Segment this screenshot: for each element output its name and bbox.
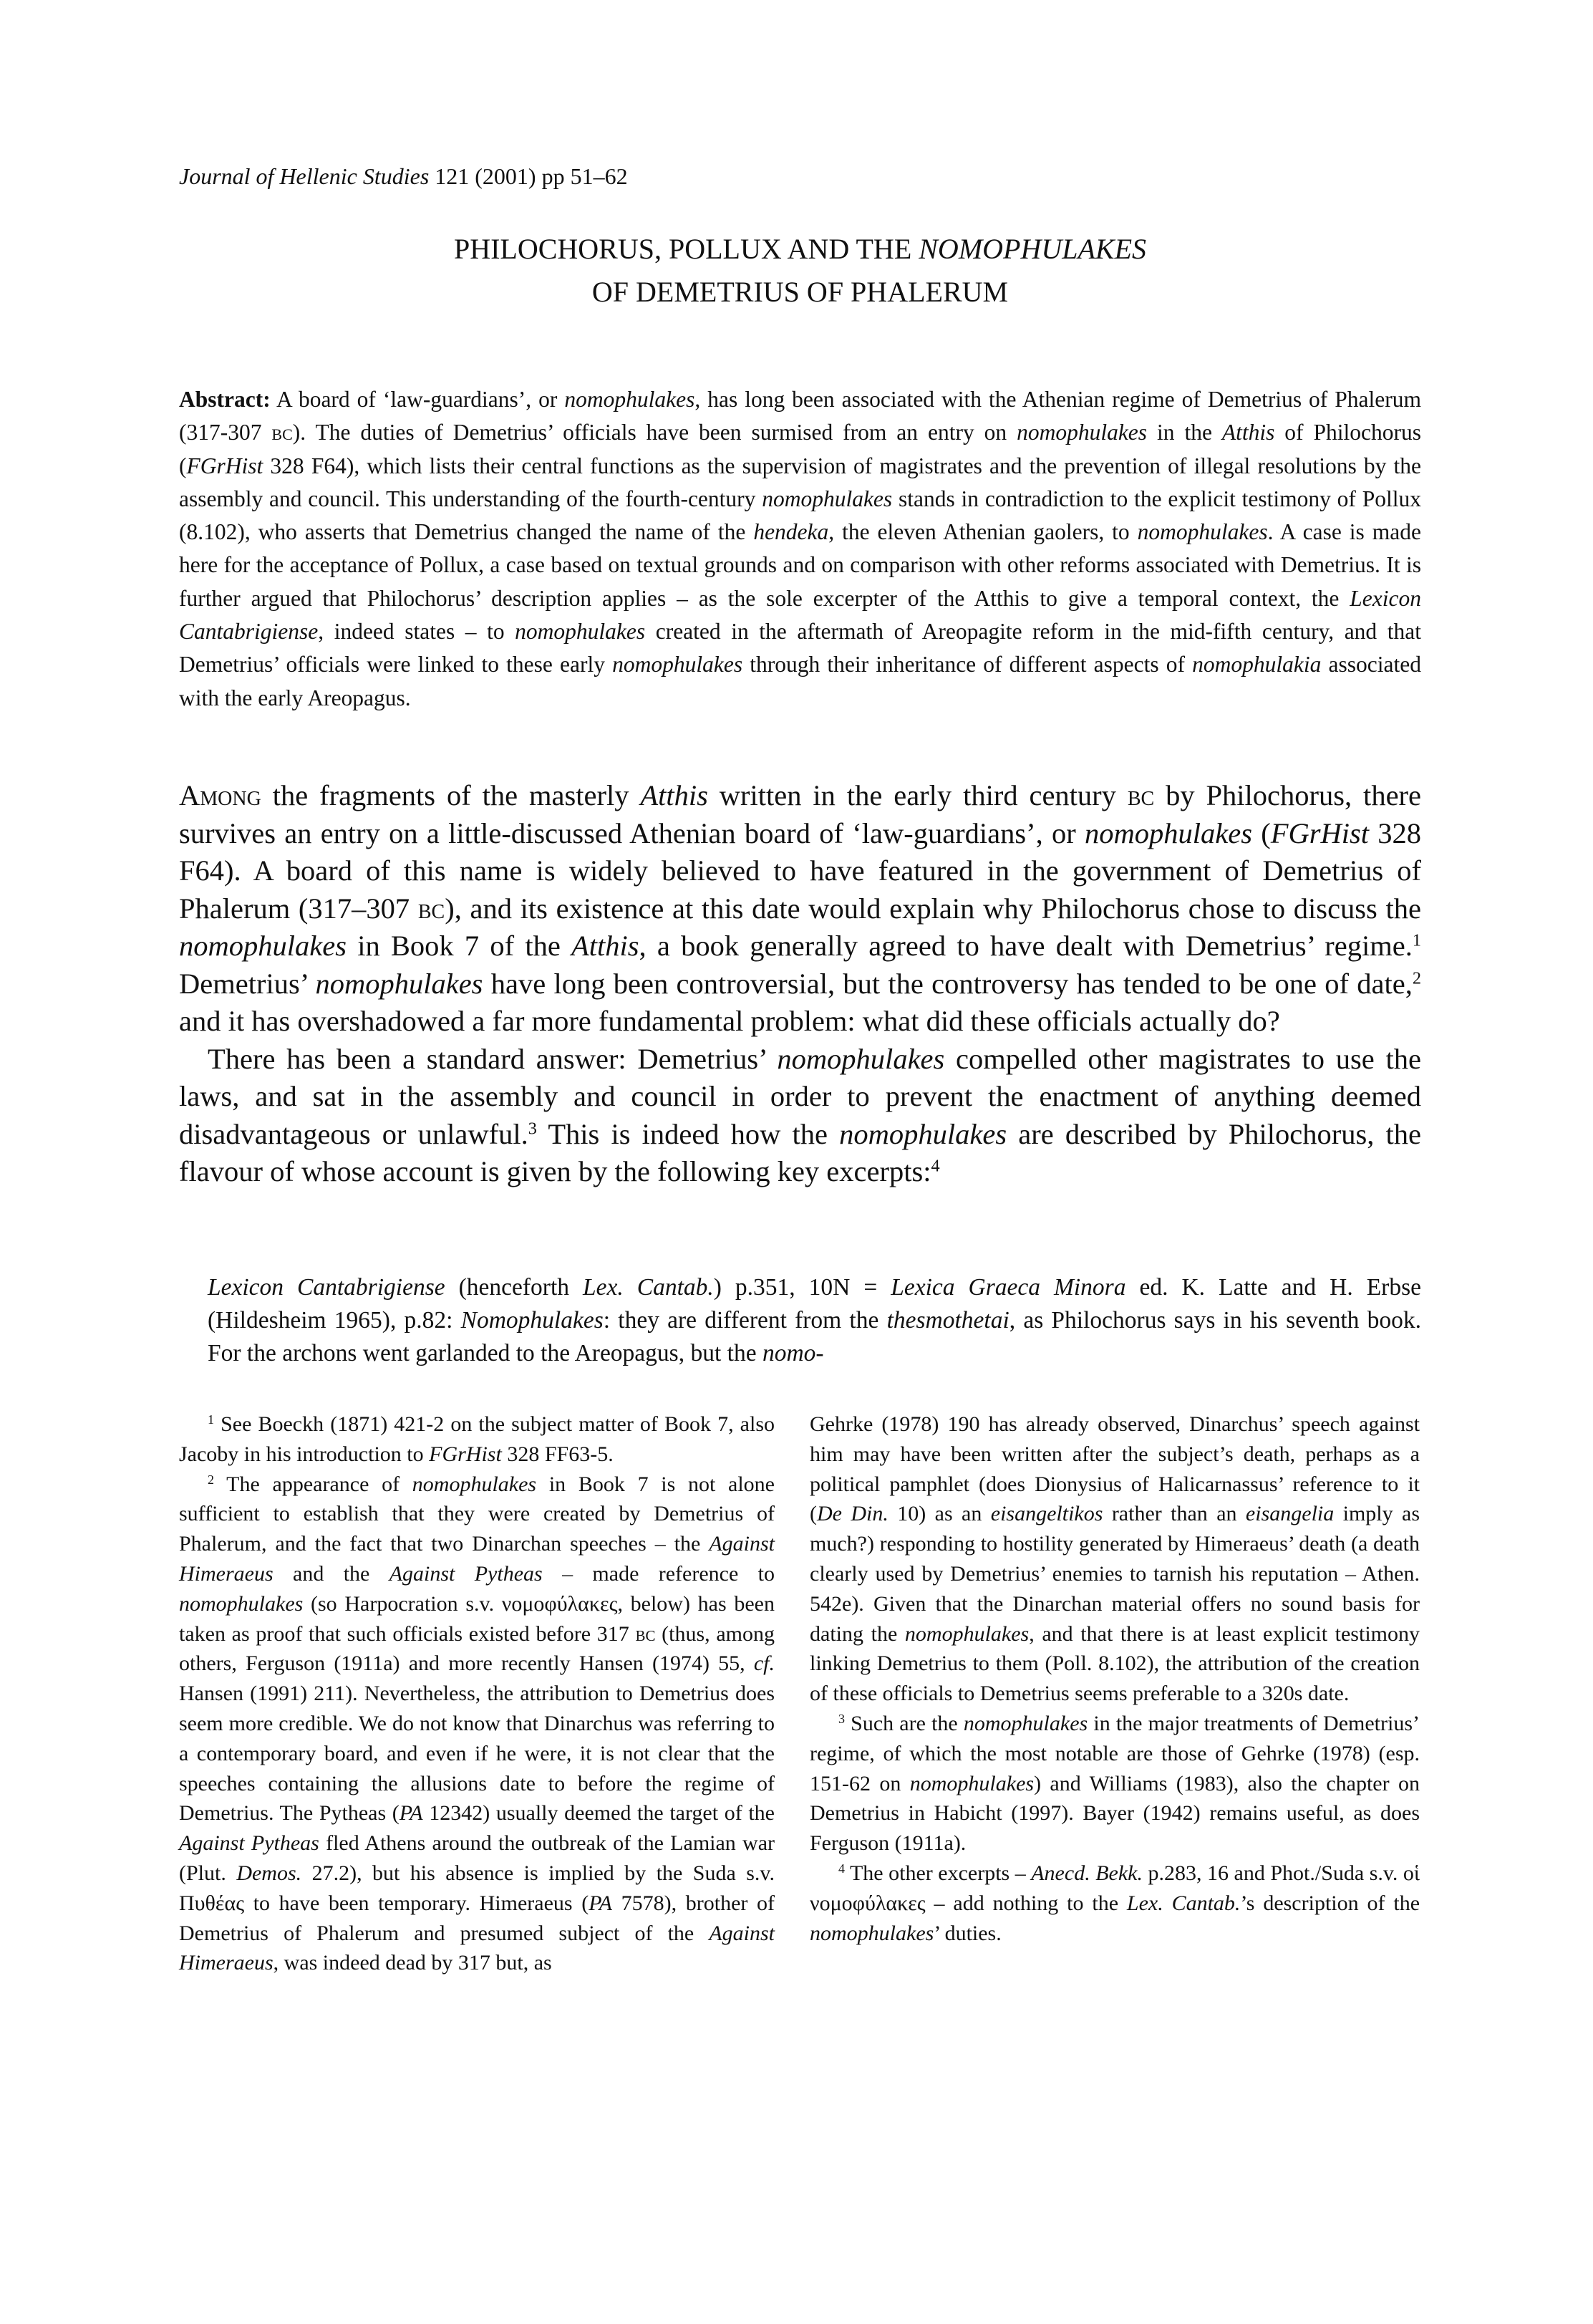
text-run: 121 (2001) pp 51–62 (429, 163, 628, 189)
text-run: ) and Williams (1983), also the chapter on Demetrius in Habicht (1997). Bayer (1942) remains useful, as does Ferguson (1911a). (810, 1771, 1420, 1856)
text-run: , was indeed dead by 317 but, as (273, 1951, 552, 1975)
text-run: and the (273, 1561, 389, 1586)
footnote-1 (179, 1409, 775, 1470)
text-run: The other excerpts – (845, 1861, 1032, 1885)
text-run: in Book 7 is not alone sufficient to establish that they were created by Demetrius of Phalerum, and the fact that two Dinarchan speeches – the (179, 1472, 775, 1556)
text-run: ). The duties of Demetrius’ officials have been surmised from an entry on (292, 420, 1017, 445)
text-run: hendeka (753, 519, 829, 545)
journal-citation (179, 163, 628, 190)
text-run: NOMOPHULAKES (919, 233, 1147, 265)
footnote-marker: 2 (1412, 968, 1422, 988)
text-run: : they are different from the (603, 1307, 887, 1334)
text-run: , as Philochorus says in his seventh book. For the archons went garlanded to the Areopagus, but the (208, 1307, 1421, 1366)
text-run: nomophulakes (963, 1711, 1088, 1735)
text-run: Lex. Cantab. (1126, 1891, 1241, 1915)
title-line-1 (179, 228, 1421, 271)
text-run: ed. K. Latte and H. Erbse (Hildesheim 1965), p.82: (208, 1274, 1421, 1334)
text-run: (thus, among others, Ferguson (1911a) and more recently Hansen (1974) 55, (179, 1621, 775, 1676)
text-run: nomophulakes (1085, 816, 1252, 849)
text-run: 328 F64), which lists their central functions as the supervision of magistrates and the prevention of illegal resolutions by the assembly and council. This understanding of the fourth-century (179, 453, 1421, 511)
text-run: Abstract: (179, 387, 271, 412)
text-run: Against Himeraeus (179, 1921, 775, 1975)
text-run: Gehrke (1978) 190 has already observed, Dinarchus’ speech against him may have been written after the subject’s death, perhaps as a political pamphlet (does Dionysius of Halicarnassus’ reference to it ( (810, 1412, 1420, 1526)
text-run: associated with the early Areopagus. (179, 652, 1421, 710)
text-run: and it has overshadowed a far more fundamental problem: what did these officials actually do? (179, 1005, 1280, 1037)
text-run: nomophulakes (564, 387, 695, 412)
block-quote (208, 1271, 1421, 1370)
text-run: 12342) usually deemed the target of the (422, 1801, 775, 1826)
text-run: There has been a standard answer: Demetrius’ (208, 1042, 778, 1075)
text-run: FGrHist (429, 1442, 502, 1466)
footnote-4 (810, 1858, 1420, 1948)
text-run: The appearance of (214, 1472, 412, 1496)
text-run: PA (399, 1801, 423, 1826)
text-run: thesmothetai (886, 1307, 1009, 1334)
text-run: ’s description of the (1240, 1891, 1420, 1915)
body-paragraph-2 (179, 1041, 1421, 1191)
text-run: – made reference to (542, 1561, 775, 1586)
text-run: by Philochorus, there survives an entry on a little-discussed Athenian board of ‘law-guardians’, or (179, 779, 1422, 849)
text-run: Demetrius’ (179, 967, 316, 1000)
text-run: , the eleven Athenian gaolers, to (828, 519, 1138, 545)
abstract (179, 383, 1421, 715)
footnote-2 (179, 1470, 775, 1979)
text-run: A board of ‘law-guardians’, or (270, 387, 565, 412)
text-run: Journal of Hellenic Studies (179, 163, 430, 189)
text-run: Such are the (845, 1711, 964, 1735)
text-run: PHILOCHORUS, POLLUX AND THE (453, 233, 919, 265)
text-run: FGrHist (1270, 816, 1369, 849)
footnote-3 (810, 1709, 1420, 1858)
text-run: nomophulakes (810, 1921, 934, 1945)
text-run: nomophulakes (777, 1042, 945, 1075)
text-run: Lex. Cantab. (583, 1274, 714, 1301)
text-run: 328 F64). A board of this name is widely believed to have featured in the government of Demetrius of Phalerum (317–307 (179, 816, 1421, 925)
text-run: 7578), brother of Demetrius of Phalerum and presumed subject of the (179, 1891, 775, 1945)
text-run: Nomophulakes (460, 1307, 604, 1334)
body-text (179, 777, 1421, 1191)
footnotes-left-column (179, 1409, 775, 1978)
footnote-marker: 1 (1412, 930, 1421, 950)
text-run: , indeed states – to (318, 619, 515, 645)
footnote-marker: 1 (208, 1412, 214, 1427)
text-run: in the major treatments of Demetrius’ regime, of which the most notable are those of Gehrke (1978) (esp. 151-62 on (810, 1711, 1420, 1795)
text-run: nomophulakes (315, 967, 483, 1000)
footnote-marker: 2 (208, 1472, 214, 1487)
text-run: ’ duties. (934, 1921, 1002, 1945)
text-run: eisangeltikos (990, 1502, 1103, 1526)
text-run: ) p.351, 10N = (713, 1274, 891, 1301)
footnote-marker: 4 (931, 1156, 940, 1176)
text-run: through their inheritance of different aspects of (742, 652, 1193, 678)
footnote-marker: 4 (838, 1861, 845, 1876)
text-run: of Philochorus ( (179, 420, 1421, 478)
text-run: nomophulakes (762, 486, 893, 511)
text-run: nomophulakes (839, 1117, 1007, 1150)
text-run: in the (1147, 420, 1222, 445)
footnote-marker: 3 (838, 1712, 845, 1727)
text-run: Lexicon Cantabrigiense (179, 585, 1421, 645)
text-run: , a book generally agreed to have dealt with Demetrius’ regime. (639, 930, 1413, 962)
text-run: Atthis (571, 930, 639, 962)
text-run: Against Pytheas (389, 1561, 543, 1586)
text-run: in Book 7 of the (346, 930, 572, 962)
text-run: bc (635, 1621, 656, 1646)
text-run: Atthis (640, 779, 708, 811)
text-run: Anecd. Bekk. (1031, 1861, 1143, 1885)
text-run: nomophulakia (1192, 652, 1322, 678)
text-run: imply as much?) responding to hostility generated by Himeraeus’ death (a death clearly used by Demetrius’ enemies to tarnish his reputation – Athen. 542e). Given that the Dinarchan material offers no sound basis for dating the (810, 1502, 1420, 1646)
text-run: nomophulakes (1137, 519, 1268, 545)
text-run: nomophulakes (179, 930, 347, 962)
text-run: Against Pytheas (179, 1831, 319, 1856)
text-run: Lexica Graeca Minora (891, 1274, 1126, 1301)
body-paragraph-1 (179, 777, 1421, 1041)
text-run: nomophulakes (179, 1591, 304, 1616)
text-run: written in the early third century (707, 779, 1128, 811)
text-run: nomo- (762, 1340, 824, 1366)
footnote-marker: 3 (528, 1119, 537, 1139)
text-run: . A case is made here for the acceptance of Pollux, a case based on textual grounds and on comparison with other reforms associated with Demetrius. It is further argued that Philochorus’ description applies – as the sole excerpter of the Atthis to give a temporal context, the (179, 519, 1421, 611)
text-run: created in the aftermath of Areopagite reform in the mid-fifth century, and that Demetrius’ officials were linked to these early (179, 619, 1421, 678)
text-run: are described by Philochorus, the flavour of whose account is given by the following key excerpts: (179, 1117, 1421, 1187)
text-run: See Boeckh (1871) 421-2 on the subject matter of Book 7, also Jacoby in his introduction to (179, 1412, 775, 1466)
footnote-2-continued (810, 1409, 1420, 1709)
text-run: stands in contradiction to the explicit testimony of Pollux (8.102), who asserts that Demetrius changed the name of the (179, 486, 1421, 545)
text-run: 27.2), but his absence is implied by the Suda s.v. Πυθέας to have been temporary. Himeraeus ( (179, 1861, 775, 1915)
text-run: OF DEMETRIUS OF PHALERUM (591, 276, 1009, 308)
text-run: Hansen (1991) 211). Nevertheless, the attribution to Demetrius does seem more credible. We do not know that Dinarchus was referring to a contemporary board, and even if he were, it is not clear that the speeches containing the allusions date to before the regime of Demetrius. The Pytheas ( (179, 1682, 775, 1826)
text-run: fled Athens around the outbreak of the Lamian war (Plut. (179, 1831, 775, 1885)
text-run: compelled other magistrates to use the laws, and sat in the assembly and council in order to prevent the enactment of anything deemed disadvantageous or unlawful. (179, 1042, 1421, 1150)
text-run: eisangelia (1245, 1502, 1335, 1526)
text-run: ( (1251, 816, 1271, 849)
text-run: nomophulakes (515, 619, 646, 645)
text-run: have long been controversial, but the controversy has tended to be one of date, (483, 967, 1413, 1000)
text-run: De Din. (817, 1502, 889, 1526)
footnotes-right-column (810, 1409, 1420, 1948)
text-run: This is indeed how the (536, 1117, 840, 1150)
text-run: Against Himeraeus (179, 1532, 775, 1586)
text-run: ), and its existence at this date would explain why Philochorus chose to discuss the (445, 892, 1421, 925)
text-run: Atthis (1221, 420, 1275, 445)
text-run: nomophulakes (904, 1621, 1030, 1646)
text-run: nomophulakes (909, 1771, 1035, 1795)
text-run: (so Harpocration s.v. νομοφύλακες, below) has been taken as proof that such officials existed before 317 (179, 1591, 775, 1646)
text-run: , and that there is at least explicit testimony linking Demetrius to them (Poll. 8.102), the attribution of the creation of these officials to Demetrius seems preferable to a 320s date. (810, 1621, 1420, 1706)
text-run: FGrHist (186, 453, 263, 478)
text-run: nomophulakes (612, 652, 743, 678)
text-run: , has long been associated with the Athenian regime of Demetrius of Phalerum (317-307 (179, 387, 1421, 445)
text-run: nomophulakes (1017, 420, 1148, 445)
text-run: bc (417, 892, 445, 925)
text-run: nomophulakes (412, 1472, 537, 1496)
article-title (179, 228, 1421, 314)
text-run: Lexicon Cantabrigiense (208, 1274, 445, 1301)
text-run: cf. (753, 1652, 775, 1676)
title-line-2 (179, 271, 1421, 314)
text-run: 10) as an (888, 1502, 991, 1526)
text-run: Demos. (236, 1861, 302, 1885)
text-run: bc (1127, 779, 1155, 811)
text-run: bc (271, 420, 293, 445)
text-run: rather than an (1103, 1502, 1246, 1526)
text-run: Among (179, 779, 261, 811)
text-run: the fragments of the masterly (261, 779, 641, 811)
text-run: (henceforth (445, 1274, 583, 1301)
text-run: 328 FF63-5. (501, 1442, 614, 1466)
text-run: p.283, 16 and Phot./Suda s.v. οἱ νομοφύλακες – add nothing to the (810, 1861, 1420, 1915)
text-run: PA (589, 1891, 612, 1915)
